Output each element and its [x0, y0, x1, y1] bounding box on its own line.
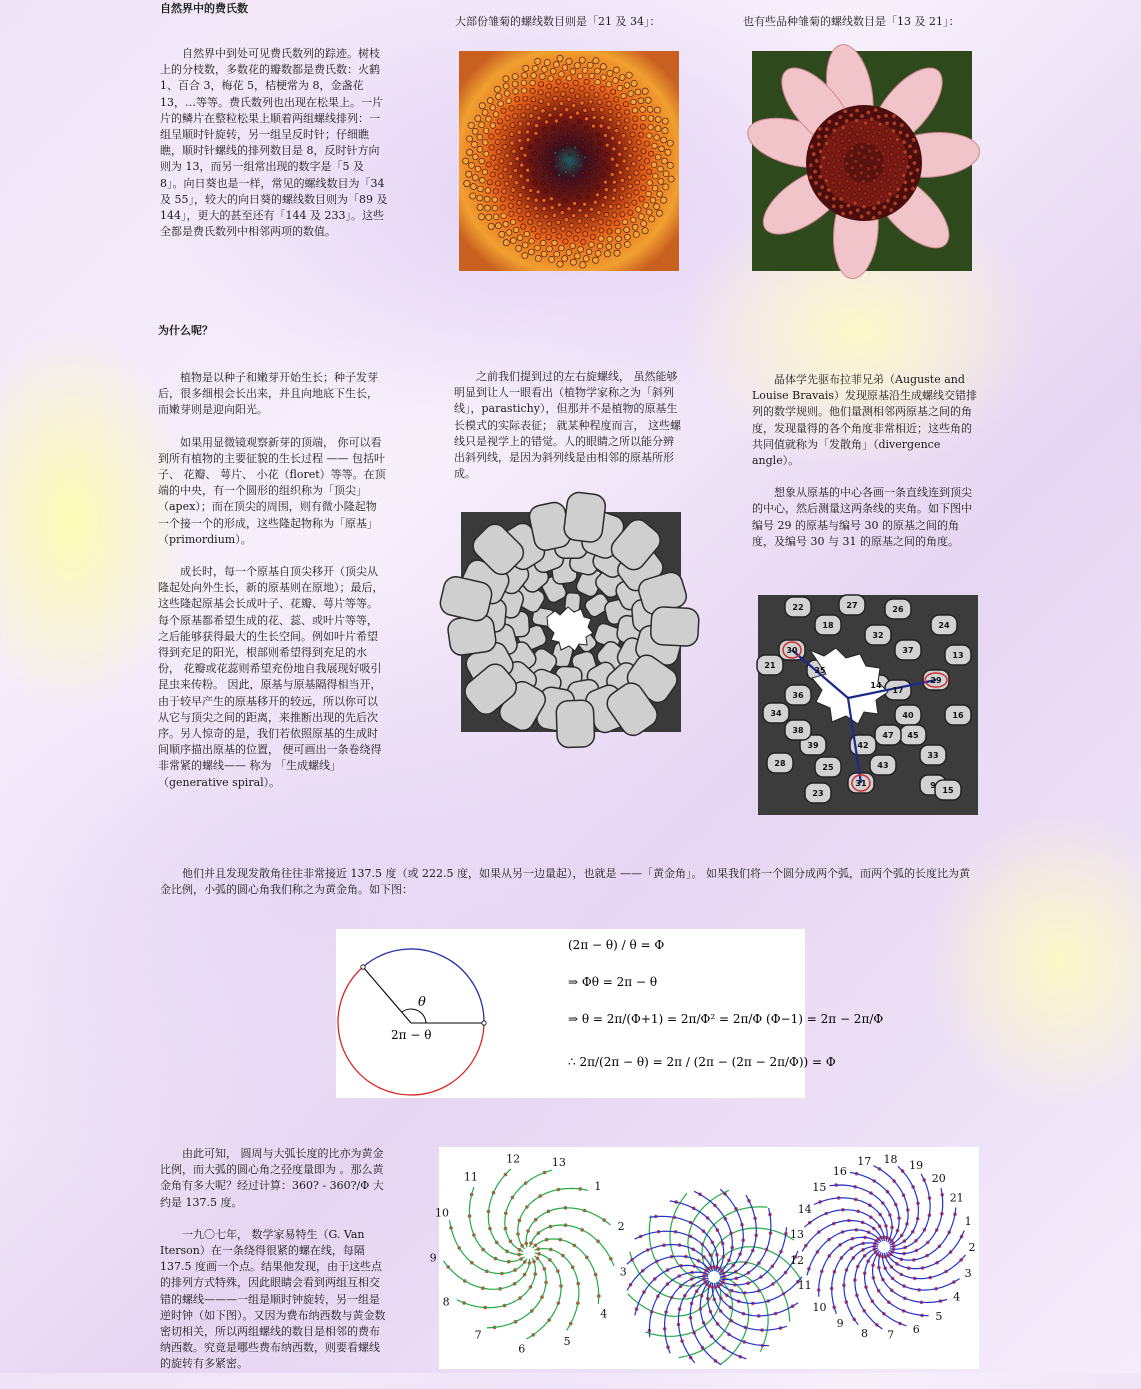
spiral-number: 12: [790, 1254, 804, 1268]
primordium-number: 31: [855, 779, 867, 788]
primordium-number: 23: [812, 789, 824, 798]
spiral-number: 8: [861, 1326, 868, 1340]
primordium-number: 36: [792, 691, 804, 700]
spiral-number: 1: [964, 1215, 972, 1228]
section-title-fibonacci-nature: 自然界中的费氏数: [160, 2, 248, 15]
paragraph: 自然界中到处可见费氏数列的踪迹。树枝上的分枝数，多数花的瓣数都是费氏数：火鹤 1、百合 3，梅花 5，桔梗常为 8，金盏花 13，…等等。费氏数列也出现在松果上。一片片的鳞片在整粒松果上顺着两组螺线排列：一组呈顺时针旋转，另一组呈反时针；仔细瞧瞧，顺时针螺线的排列数目是 8，反时针方向则为 13，而另一组常出现的数字是「5 及 8」。向日葵也是一样，常见的螺线数目为「34 及 55」，较大的向日葵的螺线数目则为「89 及 144」，更大的甚至还有「144 及 233」。这些全都是费氏数列中相邻两项的数值。: [160, 47, 388, 239]
primordium-number: 30: [786, 646, 798, 655]
spiral-number: 5: [935, 1309, 943, 1323]
primordium-number: 25: [822, 763, 834, 772]
paragraph: 成长时，每一个原基自顶尖移开（顶尖从隆起处向外生长，新的原基则在原地）；最后，这些隆起原基会长成叶子、花瓣、萼片等等。每个原基都希望生成的花、蕊、或叶片等等，之后能够获得最大的生长空间。例如叶片希望得到充足的阳光，根部则希望得到充足的水份， 花瓣或花蕊则希望充份地自我展现好吸引昆虫来传粉。 因此，原基与原基隔得相当开，由于较早产生的原基移开的较远，所以你可以从它与顶尖之间的距离，来推断出现的先后次序。另人惊奇的是，我们若依照原基的生成时间顺序描出原基的位置， 便可画出一条卷绕得非常紧的螺线—— 称为 「生成螺线」（generative spiral）。: [158, 565, 384, 789]
spiral-number: 4: [600, 1307, 608, 1321]
spiral-number: 17: [857, 1155, 872, 1169]
spiral-number: 21: [949, 1191, 964, 1205]
spiral-number: 9: [836, 1317, 844, 1331]
paragraph: 之前我们提到过的左右旋螺线， 虽然能够明显到让人一眼看出（植物学家称之为「斜列线」，parastichy），但那并不是植物的原基生长模式的实际表征； 就某种程度而言， 这些螺线只是视学上的错觉。人的眼睛之所以能分辨出斜列线，是因为斜列线是由相邻的原基所形成。: [454, 370, 681, 481]
spiral-number: 11: [463, 1170, 478, 1184]
spiral-number: 12: [506, 1152, 521, 1166]
primordium-number: 13: [952, 651, 964, 660]
spiral-number: 20: [931, 1172, 946, 1186]
theta-label: θ: [418, 995, 426, 1010]
minor-arc: [363, 949, 484, 1023]
primordium-number: 47: [882, 731, 894, 740]
spiral-number: 2: [617, 1219, 625, 1233]
paragraph: 想象从原基的中心各画一条直线连到顶尖的中心，然后测量这两条线的夹角。如下图中编号 29 的原基与编号 30 的原基之间的角度，及编号 30 与 31 的原基之间的角度。: [752, 486, 972, 548]
primordium-number: 32: [872, 631, 884, 640]
why-right-column: [752, 372, 980, 566]
daisy-left-caption: 大部份雏菊的螺线数目则是「21 及 34」：: [455, 15, 661, 28]
paragraph: 由此可知， 圆周与大弧长度的比亦为黄金比例，而大弧的圆心角之弪度量即为 。那么黄金角有多大呢？经过计算：360? - 360?/Φ 大约是 137.5 度。: [160, 1147, 384, 1209]
primordium-number: 28: [774, 759, 786, 768]
spiral-number: 1: [594, 1180, 602, 1194]
primordium-number: 37: [902, 646, 914, 655]
spiral-number: 13: [790, 1228, 804, 1241]
spiral-number: 7: [887, 1328, 895, 1342]
primordium-number: 16: [952, 711, 964, 720]
paragraph: 他们并且发现发散角往往非常接近 137.5 度（或 222.5 度，如果从另一边量起），也就是 ——「黄金角」。 如果我们将一个圆分成两个弧，而两个弧的长度比为黄金比例，小弧的圆心角我们称之为黄金角。如下图：: [160, 867, 970, 897]
primordium-number: 29: [930, 676, 942, 685]
primordium-number: 39: [807, 741, 819, 750]
primordium-number: 38: [792, 726, 804, 735]
paragraph: 一九〇七年， 数学家易特生（G. Van Iterson）在一条绕得很紧的螺在线，每隔 137.5 度画一个点。结果他发现，由于这些点的排列方式特殊，因此眼睛会看到两组互相交错的螺线———一组是顺时钟旋转，另一组是逆时钟（如下图）。又因为费布纳西数与黄金数密切相关，所以两组螺线的数目是相邻的费布纳西数。究竟是哪些费布纳西数，则要看螺线的旋转有多紧密。: [160, 1227, 386, 1371]
spiral-number: 16: [832, 1164, 847, 1178]
van-iterson-spirals-figure: [429, 1147, 979, 1369]
paragraph: 晶体学先驱布拉菲兄弟（Auguste and Louise Bravais）发现原基沿生成螺线交错排列的数学规则。他们量测相邻两原基之间的角度，发现量得的各个角度非常相近；这些角的共同值就称为「发散角」（divergence angle）。: [752, 373, 978, 468]
primordia-micrograph: [461, 512, 681, 732]
primordium-number: 43: [877, 761, 889, 770]
spiral-number: 4: [953, 1290, 961, 1304]
primordium-number: 24: [938, 621, 950, 630]
numbered-primordia-diagram: [758, 595, 978, 815]
daisy-right-caption: 也有些品种雏菊的螺线数目是「13 及 21」：: [743, 15, 960, 28]
primordium-number: 35: [814, 666, 826, 675]
paragraph: 如果用显微镜观察新芽的顶端， 你可以看到所有植物的主要征貌的生长过程 —— 包括叶子、 花瓣、 萼片、 小花（floret）等等。在顶端的中央，有一个圆形的组织称为「顶尖」（apex）；而在顶尖的周围，则有微小隆起物一个接一个的形成，这些隆起物称为「原基」（primordium）。: [158, 435, 386, 546]
primordium-number: 17: [892, 686, 904, 695]
spiral-number: 3: [964, 1266, 972, 1280]
spiral-number: 10: [435, 1206, 449, 1220]
spiral-number: 13: [551, 1155, 566, 1169]
daisy-pink-photo-13-21: [752, 51, 972, 271]
equation-3: ⇒ θ = 2π/(Φ+1) = 2π/Φ² = 2π/Φ (Φ−1) = 2π − 2π/Φ: [568, 1012, 884, 1026]
golden-ratio-column: [160, 1146, 388, 1389]
spiral-number: 9: [429, 1251, 437, 1265]
spiral-number: 7: [474, 1328, 482, 1342]
daisy-spiral-photo-21-34: [459, 51, 679, 271]
section-title-why: 为什么呢？: [158, 324, 213, 337]
golden-angle-paragraph: [160, 866, 980, 914]
spiral-number: 5: [563, 1335, 571, 1349]
why-left-column: [158, 370, 386, 807]
spiral-number: 18: [883, 1153, 898, 1167]
spiral-number: 14: [797, 1202, 812, 1216]
spiral-number: 6: [518, 1342, 526, 1356]
equation-1: (2π − θ) / θ = Φ: [568, 938, 665, 952]
spiral-number: 15: [812, 1181, 827, 1195]
primordium-number: 9: [930, 781, 936, 790]
equation-4: ∴ 2π/(2π − θ) = 2π / (2π − (2π − 2π/Φ)) = Φ: [568, 1055, 836, 1069]
primordium-number: 14: [870, 681, 882, 690]
primordium-number: 42: [857, 741, 869, 750]
primordium-number: 27: [846, 601, 858, 610]
primordium-number: 26: [892, 605, 904, 614]
primordium-number: 45: [907, 731, 919, 740]
primordium-number: 18: [822, 621, 834, 630]
primordium-number: 15: [942, 786, 954, 795]
fibonacci-nature-paragraph: [160, 46, 388, 256]
paragraph: 植物是以种子和嫩芽开始生长；种子发芽后，很多细根会长出来，并且向地底下生长，而嫩芽则是迎向阳光。: [158, 371, 378, 417]
spiral-number: 6: [912, 1322, 920, 1336]
spiral-number: 19: [909, 1159, 924, 1173]
spiral-number: 2: [968, 1240, 976, 1254]
spiral-number: 10: [812, 1300, 827, 1314]
why-middle-column: [454, 369, 682, 498]
primordium-number: 33: [927, 751, 939, 760]
spiral-number: 11: [797, 1279, 812, 1293]
spiral-number: 8: [442, 1295, 450, 1309]
primordium-number: 21: [764, 661, 776, 670]
primordium-number: 34: [770, 709, 782, 718]
equation-2: ⇒ Φθ = 2π − θ: [568, 975, 658, 989]
spiral-number: 3: [619, 1265, 627, 1279]
primordium-number: 22: [792, 603, 804, 612]
primordium-number: 40: [902, 711, 914, 720]
golden-angle-figure: [336, 929, 884, 1098]
two-pi-minus-theta-label: 2π − θ: [391, 1028, 432, 1042]
